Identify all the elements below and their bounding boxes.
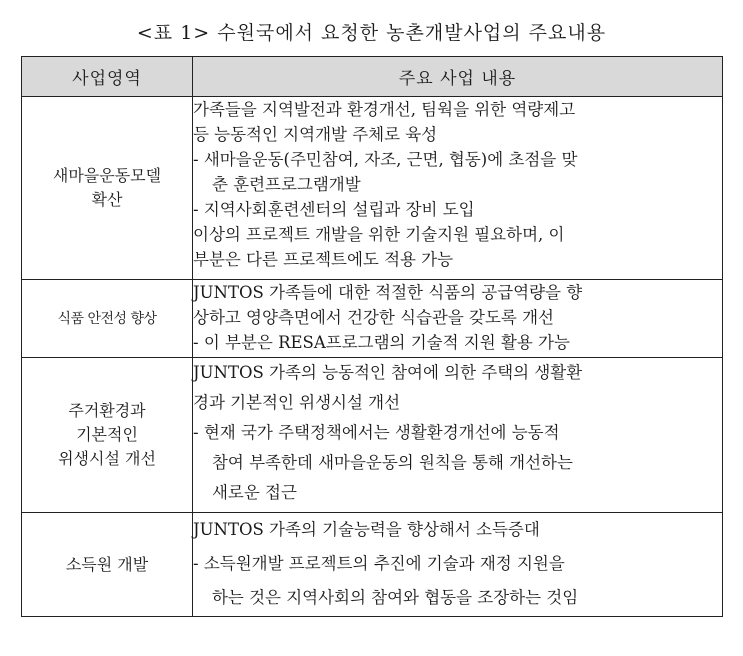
row-content xyxy=(193,358,723,513)
row-area-line: 확산 xyxy=(91,190,123,209)
table-row xyxy=(22,358,723,513)
content-line: JUNTOS 가족의 기술능력을 향상해서 소득증대 xyxy=(193,520,540,539)
content-line: - 이 부분은 RESA프로그램의 기술적 지원 활용 가능 xyxy=(193,333,570,352)
program-table xyxy=(21,56,723,617)
content-line: 경과 기본적인 위생시설 개선 xyxy=(193,393,401,412)
content-line: 가족들을 지역발전과 환경개선, 팀웍을 위한 역량제고 xyxy=(193,100,576,119)
content-line: 새로운 접근 xyxy=(211,483,297,502)
row-area-line: 주거환경과 xyxy=(68,401,146,420)
content-line: - 현재 국가 주택정책에서는 생활환경개선에 능동적 xyxy=(193,423,560,442)
row-area-line: 위생시설 개선 xyxy=(58,449,156,468)
content-line: JUNTOS 가족들에 대한 적절한 식품의 공급역량을 향 xyxy=(193,283,583,302)
table-row xyxy=(22,513,723,617)
content-line: - 지역사회훈련센터의 설립과 장비 도입 xyxy=(193,200,475,219)
row-area-line: 기본적인 xyxy=(76,425,138,444)
header-area: 사업영역 xyxy=(22,57,193,97)
content-line: 등 능동적인 지역개발 주체로 육성 xyxy=(193,125,438,144)
content-line: - 새마을운동(주민참여, 자조, 근면, 협동)에 초점을 맞 xyxy=(193,150,578,169)
content-line: 부분은 다른 프로젝트에도 적용 가능 xyxy=(193,250,454,269)
content-line: 참여 부족한데 새마을운동의 원칙을 통해 개선하는 xyxy=(211,453,573,472)
content-line: 이상의 프로젝트 개발을 위한 기술지원 필요하며, 이 xyxy=(193,225,565,244)
row-area: 소득원 개발 xyxy=(22,513,193,617)
row-area xyxy=(22,358,193,513)
table-row xyxy=(22,280,723,358)
content-line: 상하고 영양측면에서 건강한 식습관을 갖도록 개선 xyxy=(193,308,554,327)
row-area xyxy=(22,97,193,280)
content-line: - 소득원개발 프로젝트의 추진에 기술과 재정 지원을 xyxy=(193,554,565,573)
row-area-line: 새마을운동모델 xyxy=(52,166,162,185)
table-row xyxy=(22,97,723,280)
row-area: 식품 안전성 향상 xyxy=(22,280,193,358)
table-header-row xyxy=(22,57,723,97)
row-content xyxy=(193,513,723,617)
header-content: 주요 사업 내용 xyxy=(193,57,723,97)
content-line: JUNTOS 가족의 능동적인 참여에 의한 주택의 생활환 xyxy=(193,363,583,382)
row-content xyxy=(193,97,723,280)
content-line: 춘 훈련프로그램개발 xyxy=(211,175,361,194)
content-line: 하는 것은 지역사회의 참여와 협동을 조장하는 것임 xyxy=(211,588,579,607)
row-content xyxy=(193,280,723,358)
table-caption: <표 1> 수원국에서 요청한 농촌개발사업의 주요내용 xyxy=(136,22,607,44)
